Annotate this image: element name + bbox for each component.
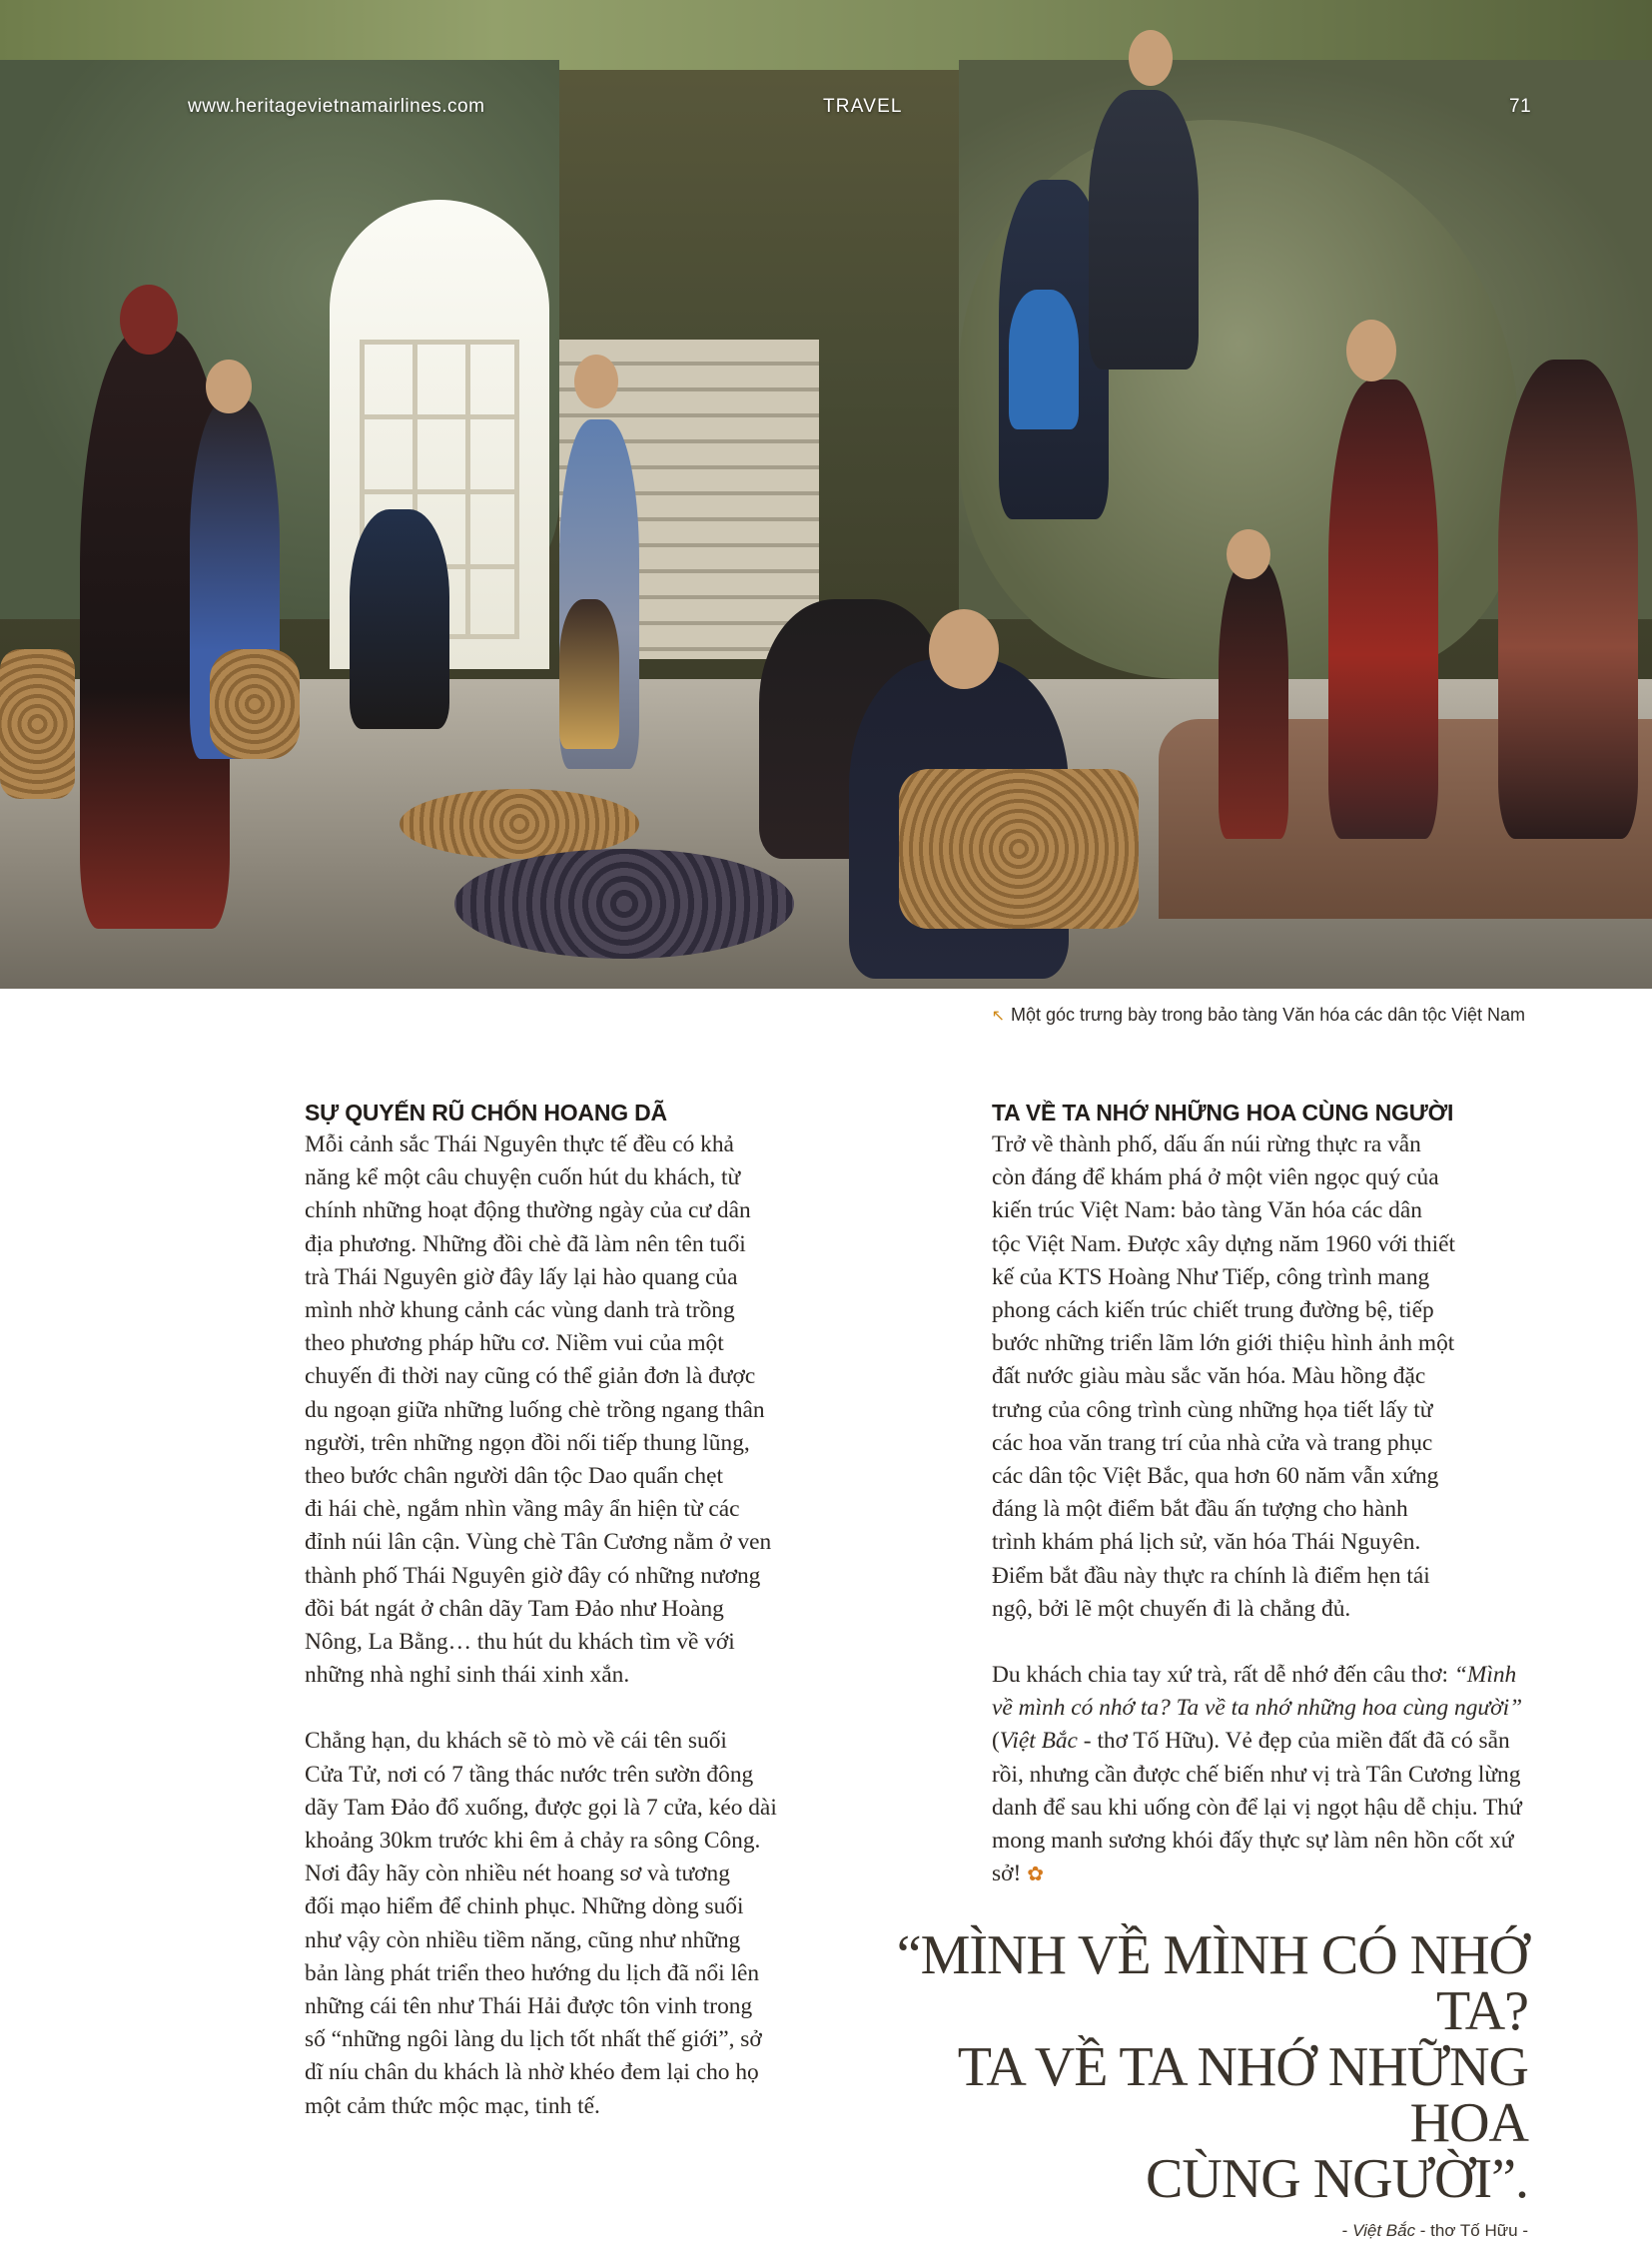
section-heading: TA VỀ TA NHỚ NHỮNG HOA CÙNG NGƯỜI [992, 1100, 1454, 1125]
caption-text: Một góc trưng bày trong bảo tàng Văn hóa các dân tộc Việt Nam [1010, 1005, 1525, 1025]
arrow-up-left-icon: ↖ [991, 1007, 1005, 1025]
pull-quote-text: “MÌNH VỀ MÌNH CÓ NHỚ TA? TA VỀ TA NHỚ NHỮNG HOA CÙNG NGƯỜI”. [896, 1924, 1528, 2210]
poem-quote: “Mình về mình có nhớ ta? Ta về ta nhớ những hoa cùng người” [992, 1662, 1523, 1722]
mannequin-head [120, 285, 178, 355]
body-paragraph: Chẳng hạn, du khách sẽ tò mò về cái tên suối Cửa Tử, nơi có 7 tầng thác nước trên sườn đông dãy Tam Đảo đổ xuống, được gọi là 7 cửa, kéo dài khoảng 30km trước khi êm ả chảy ra sông Công. Nơi đây hãy còn nhiều nét hoang sơ và tương đối mạo hiểm để chinh phục. Những dòng suối như vậy còn nhiều tiềm năng, cũng như những bản làng phát triển theo hướng du lịch đã nổi lên những cái tên như Thái Hải được tôn vinh trong số “những ngôi làng du lịch tốt nhất thế giới”, sở dĩ níu chân du khách là nhờ khéo đem lại cho họ một cảm thức mộc mạc, tinh tế. [305, 1728, 777, 2119]
page-number: 71 [1509, 96, 1532, 117]
poem-intro: Du khách chia tay xứ trà, rất dễ nhớ đến câu thơ: [992, 1662, 1448, 1689]
mannequin-figure [559, 599, 619, 749]
mannequin-figure [1328, 379, 1438, 839]
section-label: TRAVEL [823, 96, 903, 117]
pull-quote [879, 1924, 1528, 2241]
mannequin-head [206, 360, 252, 413]
woven-basket [454, 849, 794, 959]
hero-photo [0, 0, 1652, 989]
mannequin-head [1227, 529, 1270, 579]
poem-source-title: Việt Bắc [999, 1728, 1078, 1755]
website-url[interactable]: www.heritagevietnamairlines.com [188, 96, 485, 117]
right-column [992, 1097, 1531, 1891]
poem-source-open: ( [992, 1728, 1000, 1755]
lotus-icon: ✿ [1027, 1864, 1045, 1886]
poem-source-rest: - thơ Tố Hữu). Vẻ đẹp của miền đất đã có sẵn rồi, nhưng cần được chế biến như vị trà Tân Cương lừng danh để sau khi uống còn để lại vị ngọt hậu dễ chịu. Thứ mong manh sương khói đấy thực sự làm nên hồn cốt xứ sở! [992, 1728, 1522, 1887]
mannequin-figure [1219, 559, 1288, 839]
woven-basket [210, 649, 300, 759]
woven-basket [0, 649, 75, 799]
section-heading: SỰ QUYẾN RŨ CHỐN HOANG DÃ [305, 1100, 667, 1125]
mannequin-figure [1498, 360, 1638, 839]
left-column [305, 1097, 844, 2123]
pull-source-title: Việt Bắc [1352, 2221, 1416, 2240]
pull-quote-source [879, 2221, 1528, 2241]
mannequin-head [929, 609, 999, 689]
mannequin-figure [350, 509, 449, 729]
mannequin-head [574, 355, 618, 408]
body-paragraph-with-poem [992, 1659, 1527, 1891]
woven-basket [899, 769, 1139, 929]
body-paragraph: Trở về thành phố, dấu ấn núi rừng thực ra vẫn còn đáng để khám phá ở một viên ngọc quý của kiến trúc Việt Nam: bảo tàng Văn hóa các dân tộc Việt Nam. Được xây dựng năm 1960 với thiết kế của KTS Hoàng Như Tiếp, công trình mang phong cách kiến trúc chiết trung đường bệ, tiếp bước những triển lãm lớn giới thiệu hình ảnh một đất nước giàu màu sắc văn hóa. Màu hồng đặc trưng của công trình cùng những họa tiết lấy từ các hoa văn trang trí của nhà cửa và trang phục các dân tộc Việt Bắc, qua hơn 60 năm vẫn xứng đáng là một điểm bắt đầu ấn tượng cho hành trình khám phá lịch sử, văn hóa Thái Nguyên. Điểm bắt đầu này thực ra chính là điểm hẹn tái ngộ, bởi lẽ một chuyến đi là chẳng đủ. [992, 1131, 1456, 1622]
mannequin-head [1129, 30, 1173, 86]
pull-source-rest: - thơ Tố Hữu - [1415, 2221, 1528, 2240]
mannequin-figure [1009, 290, 1079, 429]
pull-source-prefix: - [1341, 2221, 1353, 2240]
body-paragraph: Mỗi cảnh sắc Thái Nguyên thực tế đều có khả năng kể một câu chuyện cuốn hút du khách, từ chính những hoạt động thường ngày của cư dân địa phương. Những đồi chè đã làm nên tên tuổi trà Thái Nguyên giờ đây lấy lại hào quang của mình nhờ khung cảnh các vùng danh trà trồng theo phương pháp hữu cơ. Niềm vui của một chuyến đi thời nay cũng có thể giản đơn là được du ngoạn giữa những luống chè trồng ngang thân người, trên những ngọn đồi nối tiếp thung lũng, theo bước chân người dân tộc Dao quẩn chẹt đi hái chè, ngắm nhìn vầng mây ẩn hiện từ các đỉnh núi lân cận. Vùng chè Tân Cương nằm ở ven thành phố Thái Nguyên giờ đây có những nương đồi bát ngát ở chân dãy Tam Đảo như Hoàng Nông, La Bằng… thu hút du khách tìm về với những nhà nghỉ sinh thái xinh xắn. [305, 1131, 772, 1689]
photo-caption [992, 1005, 1525, 1026]
mannequin-figure [1089, 90, 1199, 370]
mannequin-head [1346, 320, 1396, 381]
